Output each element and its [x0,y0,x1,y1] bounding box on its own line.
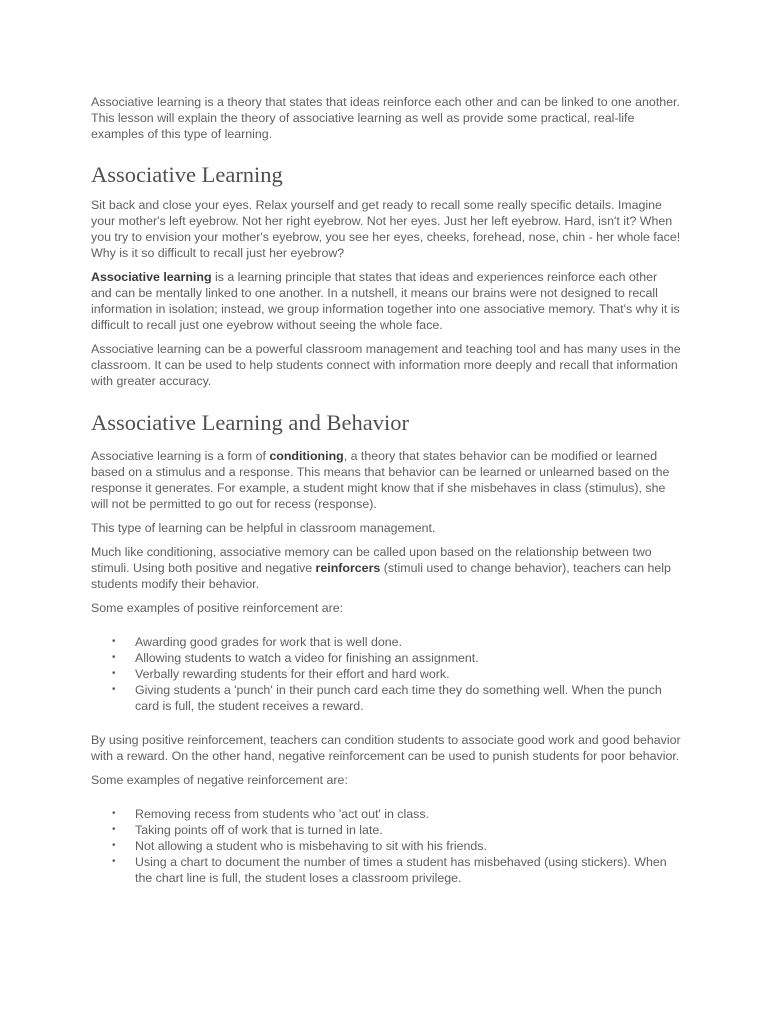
bullet-icon: • [112,652,116,663]
list-item-text: Removing recess from students who 'act out' in class. [135,807,429,821]
list-item [91,822,681,838]
bullet-icon: • [112,808,116,819]
list-item-text: Allowing students to watch a video for finishing an assignment. [135,651,479,665]
bullet-icon: • [112,684,116,695]
positive-reinforcement-list [91,634,681,714]
paragraph-positive-reinforcement: By using positive reinforcement, teachers can condition students to associate good work and good behavior with a reward. On the other hand, negative reinforcement can be used to punish students for poor behavior. [91,733,681,763]
definition-text: is a learning principle that states that ideas and experiences reinforce each other and can be mentally linked to one another. In a nutshell, it means our brains were not designed to recall information in isolation; instead, we group information together into one associative memory. That's why it is difficult to recall just one eyebrow without seeing the whole face. [91,270,680,332]
list-item [91,806,681,822]
intro-paragraph: Associative learning is a theory that states that ideas reinforce each other and can be linked to one another. This lesson will explain the theory of associative learning as well as provide some practical, real-life examples of this type of learning. [91,95,680,141]
list-item [91,838,681,854]
bullet-icon: • [112,824,116,835]
list-item [91,854,681,886]
term-associative-learning: Associative learning [91,270,212,284]
term-conditioning: conditioning [269,449,344,463]
conditioning-text-after: , a theory that states behavior can be modified or learned based on a stimulus and a response. This means that behavior can be learned or unlearned based on the response it generates. For example, a student might know that if she misbehaves in class (stimulus), she will not be permitted to go out for recess (response). [91,449,670,511]
positive-examples-intro: Some examples of positive reinforcement are: [91,601,344,615]
section-heading-associative-learning: Associative Learning [91,162,283,187]
list-item-text: Not allowing a student who is misbehaving to sit with his friends. [135,839,487,853]
paragraph-conditioning [91,448,681,512]
list-item-text: Using a chart to document the number of times a student has misbehaved (using stickers). When the chart line is full, the student loses a classroom privilege. [135,855,667,885]
bullet-icon: • [112,668,116,679]
bullet-icon: • [112,840,116,851]
list-item [91,650,681,666]
conditioning-text-before: Associative learning is a form of [91,449,270,463]
negative-examples-intro: Some examples of negative reinforcement are: [91,773,348,787]
list-item-text: Giving students a 'punch' in their punch card each time they do something well. When the punch card is full, the student receives a reward. [135,683,662,713]
paragraph-eyebrow-exercise: Sit back and close your eyes. Relax yourself and get ready to recall some really specific details. Imagine your mother's left eyebrow. Not her right eyebrow. Not her eyes. Just her left eyebrow. Hard, isn't it? When you try to envision your mother's eyebrow, you see her eyes, cheeks, forehead, nose, chin - her whole face! Why is it so difficult to recall just her eyebrow? [91,198,681,260]
term-reinforcers: reinforcers [315,561,381,575]
reinforcers-text-after: (stimuli used to change behavior), teachers can help students modify their behavior. [91,561,671,591]
bullet-icon: • [112,636,116,647]
negative-reinforcement-list [91,806,681,886]
paragraph-definition [91,269,681,333]
paragraph-reinforcers [91,544,681,592]
list-item [91,682,681,714]
list-item-text: Awarding good grades for work that is well done. [135,635,403,649]
paragraph-classroom-tool: Associative learning can be a powerful classroom management and teaching tool and has many uses in the classroom. It can be used to help students connect with information more deeply and recall that information with greater accuracy. [91,342,681,388]
list-item-text: Verbally rewarding students for their effort and hard work. [135,667,450,681]
bullet-icon: • [112,856,116,867]
reinforcers-text-before: Much like conditioning, associative memory can be called upon based on the relationship between two stimuli. Using both positive and negative [91,545,652,575]
document-page [91,94,681,886]
list-item-text: Taking points off of work that is turned in late. [135,823,383,837]
list-item [91,634,681,650]
paragraph-classroom-management: This type of learning can be helpful in classroom management. [91,521,436,535]
section-heading-learning-and-behavior: Associative Learning and Behavior [91,410,410,435]
list-item [91,666,681,682]
